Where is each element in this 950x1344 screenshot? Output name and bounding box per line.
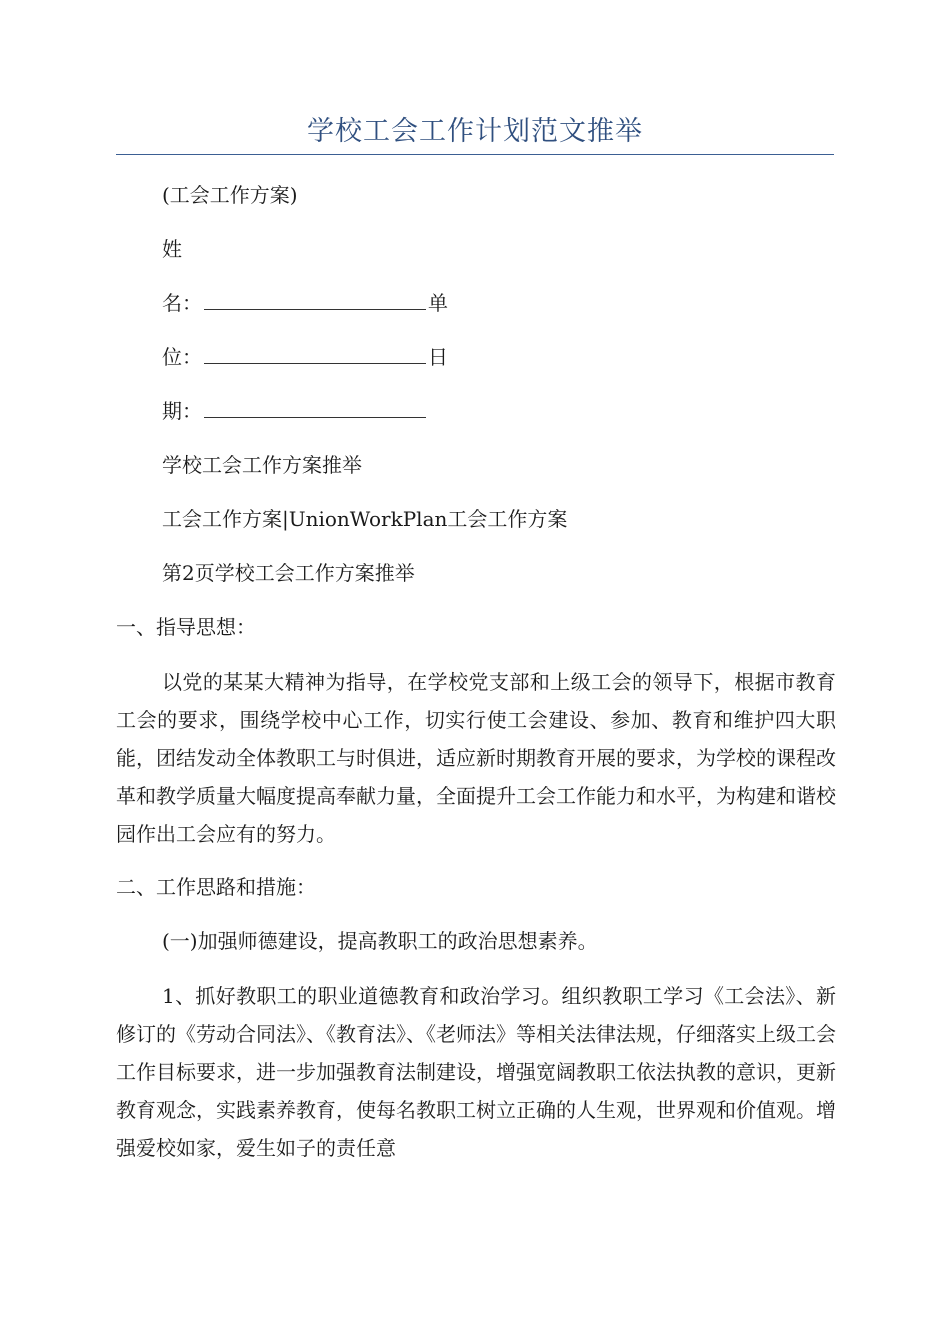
form-name-label: 名： [162, 291, 202, 315]
form-xing: 姓 [162, 237, 182, 261]
unit-blank-field[interactable] [204, 345, 426, 364]
date-blank-field[interactable] [204, 399, 426, 418]
form-date-row [162, 397, 428, 425]
section-2-title: 二、工作思路和措施： [116, 875, 316, 899]
form-dan: 单 [428, 291, 448, 315]
document-title: 学校工会工作计划范文推举 [307, 116, 643, 147]
section-1-body: 以党的某某大精神为指导，在学校党支部和上级工会的领导下，根据市教育工会的要求，围绕学校中心工作，切实行使工会建设、参加、教育和维护四大职能，团结发动全体教职工与时俱进，适应新时期教育开展的要求，为学校的课程改革和教学质量大幅度提高奉献力量，全面提升工会工作能力和水平，为构建和谐校园作出工会应有的努力。 [116, 670, 836, 846]
heading-line-3: 第2页学校工会工作方案推举 [162, 561, 415, 585]
form-unit-row [162, 343, 448, 371]
name-blank-field[interactable] [204, 291, 426, 310]
heading-line-2: 工会工作方案|UnionWorkPlan工会工作方案 [162, 507, 568, 531]
form-name-row [162, 289, 448, 317]
form-date-label: 期： [162, 399, 202, 423]
document-subtitle: (工会工作方案) [162, 183, 298, 207]
title-underline [116, 154, 834, 155]
item-1-body: 1、抓好教职工的职业道德教育和政治学习。组织教职工学习《工会法》、新修订的《劳动合同法》、《教育法》、《老师法》等相关法律法规，仔细落实上级工会工作目标要求，进一步加强教育法制建设，增强宽阔教职工依法执教的意识，更新教育观念，实践素养教育，使每名教职工树立正确的人生观，世界观和价值观。增强爱校如家，爱生如子的责任意 [116, 984, 836, 1160]
form-unit-label: 位： [162, 345, 202, 369]
subsection-1-title: (一)加强师德建设，提高教职工的政治思想素养。 [162, 929, 598, 953]
section-1-title: 一、指导思想： [116, 615, 256, 639]
heading-line-1: 学校工会工作方案推举 [162, 453, 362, 477]
form-ri: 日 [428, 345, 448, 369]
